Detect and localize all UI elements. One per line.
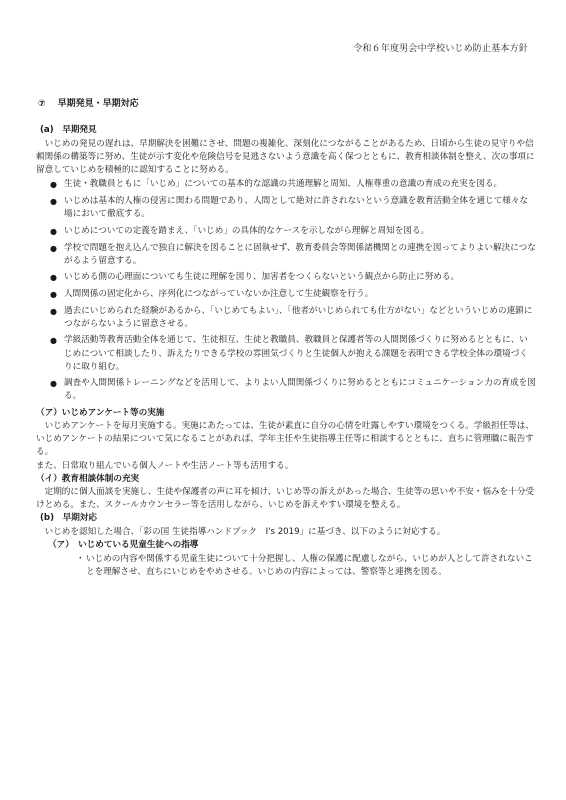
bullet-item: ● 学校で問題を抱え込んで独自に解決を図ることに固執せず、教育委員会等関係諸機関との連携を図ってよりよい解決につながるよう留意する。 [50, 242, 536, 266]
early-response-subheading: （ア） いじめている児童生徒への指導 [48, 540, 199, 551]
bullet-item: ● いじめは基本的人権の侵害に関わる問題であり、人間として絶対に許されないという意識を教育活動全体を通じて様々な場において徹底する。 [50, 196, 529, 220]
early-response-item-text: いじめの内容や関係する児童生徒について十分把握し、人権の保護に配慮しながら、いじめが人として許されないことを理解させ、直ちにいじめをやめさせる。いじめの内容によっては、警察等と連携を図る。 [86, 554, 533, 578]
document-header-title: 令和６年度男会中学校いじめ防止基本方針 [353, 44, 528, 54]
document-body [36, 124, 536, 579]
survey-extra-text: また、日常取り組んでいる個人ノートや生活ノート等も活用する。 [36, 460, 294, 471]
bullet-item: ● いじめる側の心理面についても生徒に理解を図り、加害者をつくらないという観点から防止に努める。 [36, 271, 536, 284]
bullet-item: ● いじめについての定義を踏まえ、「いじめ」の具体的なケースを示しながら理解と周知を図る。 [36, 225, 536, 238]
bullet-dot-icon: ● [50, 273, 57, 283]
counseling-text: 定期的に個人面談を実施し、生徒や保護者の声に耳を傾け、いじめ等の訴えがあった場合、生徒等の思いや不安・悩みを十分受けとめる。また、スクールカウンセラー等を活用しながら、いじめを訴えやすい環境を整える。 [36, 486, 535, 510]
bullet-dot-icon: ● [50, 379, 57, 389]
item-mark: ・ [76, 554, 85, 565]
section-heading [38, 96, 139, 109]
bullet-dot-icon: ● [50, 226, 57, 236]
section-number: ⑦ [38, 99, 46, 109]
bullet-item: ● 学級活動等教育活動全体を通じて、生徒相互、生徒と教職員、教職員と保護者等の人間関係づくりに努めるとともに、いじめについて相談したり、訴えたりできる学校の雰囲気づくりと生徒個人が抱える課題を表明できる学校全体の環境づくりに取り組む。 [50, 335, 528, 372]
early-response-item [36, 553, 536, 579]
survey-text: いじめアンケートを毎月実施する。実施にあたっては、生徒が素直に自分の心情を吐露しやすい環境をつくる。学級担任等は、いじめアンケートの結果について気になることがあれば、学年主任や生徒指導主任等に相談するとともに、直ちに管理職に報告する。 [36, 421, 534, 458]
bullet-item: ● 調査や人間関係トレーニングなどを活用して、よりよい人間関係づくりに努めるとともにコミュニケーション力の育成を図る。 [50, 378, 536, 402]
bullet-dot-icon: ● [50, 336, 57, 346]
early-response-heading: (b) 早期対応 [40, 512, 97, 523]
counseling-heading: （イ）教育相談体制の充実 [36, 473, 140, 484]
bullet-dot-icon: ● [50, 290, 57, 299]
bullet-dot-icon: ● [50, 243, 57, 253]
section-title: 早期発見・早期対応 [57, 99, 139, 109]
survey-heading: （ア）いじめアンケート等の実施 [36, 408, 165, 419]
early-response-intro: いじめを認知した場合、「彩の国 生徒指導ハンドブック I's 2019」に基づき、以下のように対応する。 [44, 526, 446, 537]
bullet-item: ● 生徒・教職員ともに「いじめ」についての基本的な認識の共通理解と周知、人権尊重の意識の育成の充実を図る。 [36, 178, 536, 191]
bullet-item: ● 過去にいじめられた経験があるから、「いじめてもよい」、「他者がいじめられても仕方がない」などといういじめの連鎖につながらないように留意させる。 [50, 305, 533, 329]
bullet-dot-icon: ● [50, 197, 57, 207]
bullet-dot-icon: ● [50, 180, 57, 190]
bullet-dot-icon: ● [50, 306, 57, 316]
early-detection-bullet-list [36, 178, 536, 403]
early-detection-intro: いじめの発見の遅れは、早期解決を困難にさせ、問題の複雑化、深刻化につながることがあるため、日頃から生徒の見守りや信頼関係の構築等に努め、生徒が示す変化や危険信号を見逃さないよう意識を高く保つとともに、教育相談体制を整え、次の事項に留意していじめを積極的に認知することに努める。 [36, 139, 535, 176]
early-detection-heading: (a) 早期発見 [40, 125, 97, 135]
bullet-item: ● 人間関係の固定化から、序列化につながっていないか注意して生徒観察を行う。 [36, 288, 536, 301]
